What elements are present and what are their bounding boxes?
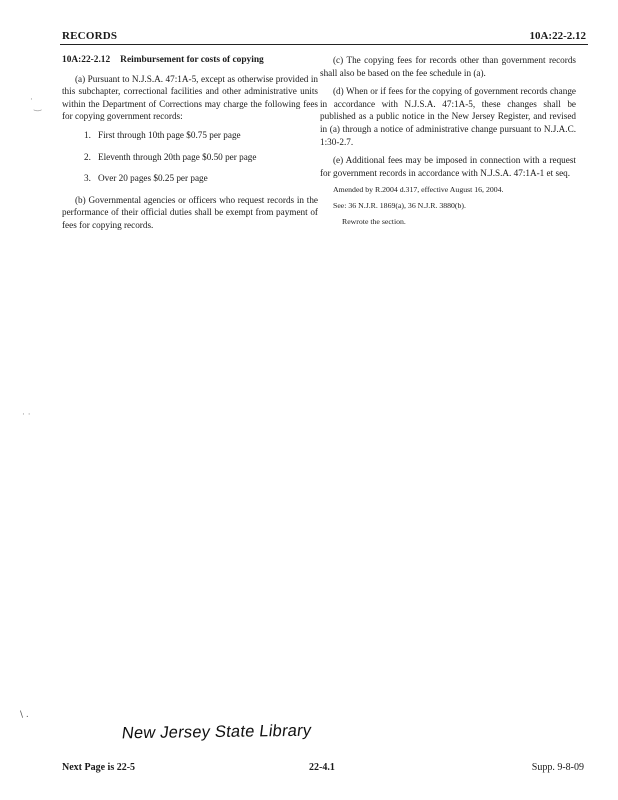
history-note: See: 36 N.J.R. 1869(a), 36 N.J.R. 3880(b). xyxy=(333,201,466,211)
paragraph-a: (a) Pursuant to N.J.S.A. 47:1A-5, except as otherwise provided in this subchapter, correctional facilities and other administrative units within the Department of Corrections may charge the following fees for copying government records: xyxy=(62,73,318,122)
library-stamp: New Jersey State Library xyxy=(120,721,313,743)
scan-speck: · xyxy=(30,95,33,105)
section-heading xyxy=(62,54,318,67)
fee-item: 1. First through 10th page $0.75 per page xyxy=(84,129,241,140)
fee-item: 2. Eleventh through 20th page $0.50 per page xyxy=(84,151,257,162)
scan-speck: \ . xyxy=(20,710,29,720)
next-page-note: Next Page is 22-5 xyxy=(62,762,136,773)
running-header-title: RECORDS xyxy=(62,30,118,42)
running-header-section: 10A:22-2.12 xyxy=(529,30,586,42)
header-rule xyxy=(60,44,588,45)
section-number: 10A:22-2.12 xyxy=(62,55,111,65)
paragraph-e: (e) Additional fees may be imposed in connection with a request for government records in accordance with N.J.S.A. 47:1A-1 et seq. xyxy=(320,155,576,178)
paragraph-d: (d) When or if fees for the copying of government records change in accordance with N.J.S.A. 47:1A-5, these changes shall be published as a public notice in the New Jersey Register, and revised in (a) through a notice of administrative change pursuant to N.J.A.C. 1:30-2.7. xyxy=(320,86,576,147)
history-note: Rewrote the section. xyxy=(342,217,406,227)
right-column xyxy=(320,54,576,233)
page-number: 22-4.1 xyxy=(309,762,335,773)
paragraph-b: (b) Governmental agencies or officers who request records in the performance of their official duties shall be exempt from payment of fees for copying records. xyxy=(62,194,318,230)
history-note: Amended by R.2004 d.317, effective August 16, 2004. xyxy=(333,185,504,195)
scan-speck: ‿ xyxy=(34,102,42,112)
paragraph-c: (c) The copying fees for records other than government records shall also be based on the fee schedule in (a). xyxy=(320,55,576,78)
section-title: Reimbursement for costs of copying xyxy=(120,55,264,65)
fee-item: 3. Over 20 pages $0.25 per page xyxy=(84,173,208,184)
left-column xyxy=(62,54,318,238)
scan-speck: · · xyxy=(22,410,31,420)
supplement-date: Supp. 9-8-09 xyxy=(531,762,584,773)
